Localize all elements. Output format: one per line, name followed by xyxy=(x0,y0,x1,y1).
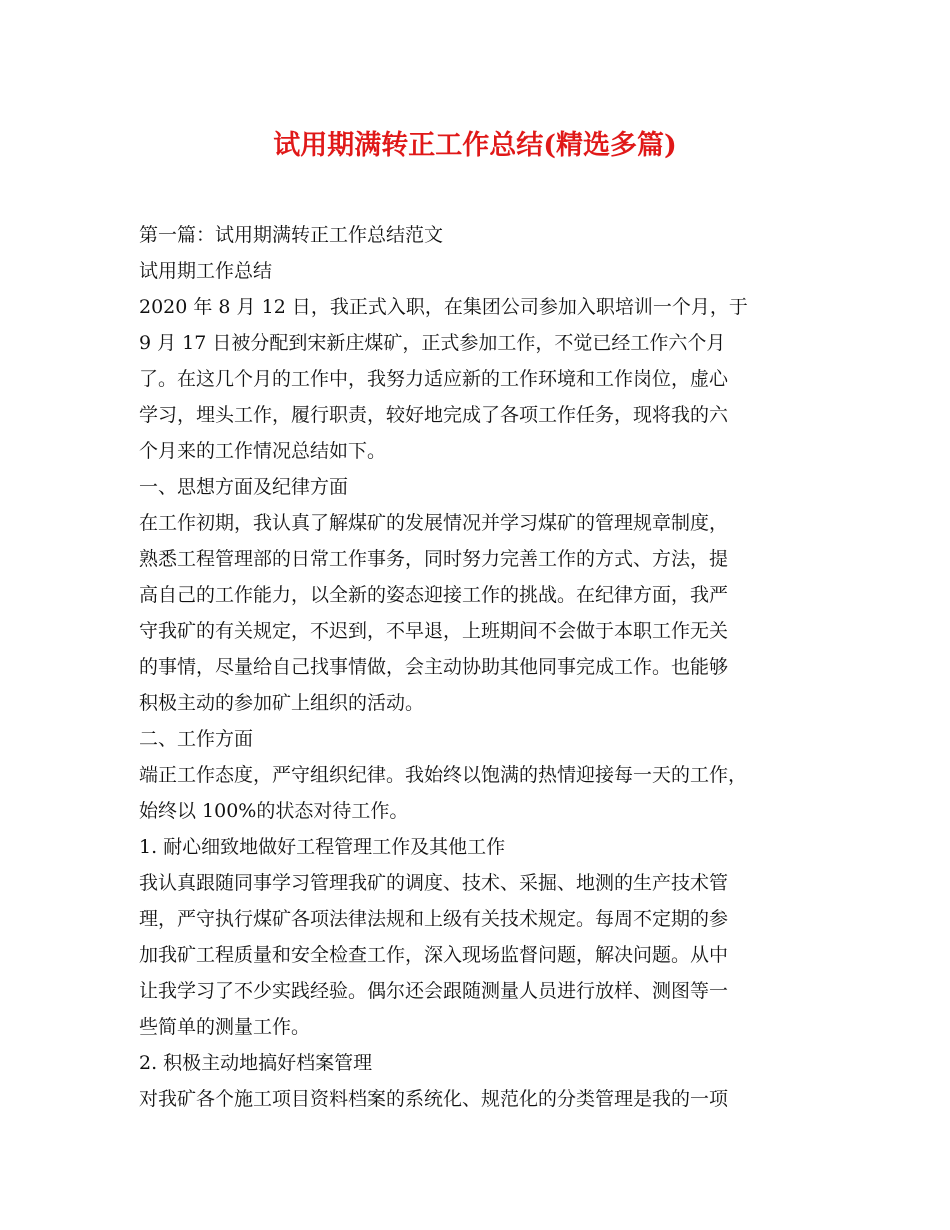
subsection-heading: 1. 耐心细致地做好工程管理工作及其他工作 xyxy=(139,836,506,858)
body-line: 试用期工作总结 xyxy=(139,260,273,282)
body-line: 加我矿工程质量和安全检查工作，深入现场监督问题，解决问题。从中 xyxy=(139,944,729,966)
body-line: 熟悉工程管理部的日常工作事务，同时努力完善工作的方式、方法，提 xyxy=(139,548,729,570)
subsection-heading: 2. 积极主动地搞好档案管理 xyxy=(139,1052,373,1074)
body-line: 些简单的测量工作。 xyxy=(139,1016,311,1038)
body-line: 让我学习了不少实践经验。偶尔还会跟随测量人员进行放样、测图等一 xyxy=(139,980,729,1002)
body-line: 个月来的工作情况总结如下。 xyxy=(139,440,387,462)
body-line: 第一篇：试用期满转正工作总结范文 xyxy=(139,224,444,246)
section-heading: 二、工作方面 xyxy=(139,728,254,750)
body-line: 9 月 17 日被分配到宋新庄煤矿，正式参加工作，不觉已经工作六个月 xyxy=(139,332,726,354)
body-line: 端正工作态度，严守组织纪律。我始终以饱满的热情迎接每一天的工作， xyxy=(139,764,748,786)
body-line: 守我矿的有关规定，不迟到，不早退，上班期间不会做于本职工作无关 xyxy=(139,620,729,642)
body-line: 学习，埋头工作，履行职责，较好地完成了各项工作任务，现将我的六 xyxy=(139,404,729,426)
document-body xyxy=(139,217,829,1117)
body-line: 2020 年 8 月 12 日，我正式入职，在集团公司参加入职培训一个月，于 xyxy=(139,296,748,318)
body-line: 在工作初期，我认真了解煤矿的发展情况并学习煤矿的管理规章制度， xyxy=(139,512,729,534)
body-line: 理，严守执行煤矿各项法律法规和上级有关技术规定。每周不定期的参 xyxy=(139,908,729,930)
body-line: 了。在这几个月的工作中，我努力适应新的工作环境和工作岗位，虚心 xyxy=(139,368,729,390)
body-line: 积极主动的参加矿上组织的活动。 xyxy=(139,692,425,714)
body-line: 对我矿各个施工项目资料档案的系统化、规范化的分类管理是我的一项 xyxy=(139,1088,729,1110)
body-line: 我认真跟随同事学习管理我矿的调度、技术、采掘、地测的生产技术管 xyxy=(139,872,729,894)
body-line: 高自己的工作能力，以全新的姿态迎接工作的挑战。在纪律方面，我严 xyxy=(139,584,729,606)
body-line: 的事情，尽量给自己找事情做，会主动协助其他同事完成工作。也能够 xyxy=(139,656,729,678)
document-title: 试用期满转正工作总结(精选多篇) xyxy=(273,130,677,161)
section-heading: 一、思想方面及纪律方面 xyxy=(139,476,349,498)
body-line: 始终以 100%的状态对待工作。 xyxy=(139,800,409,822)
